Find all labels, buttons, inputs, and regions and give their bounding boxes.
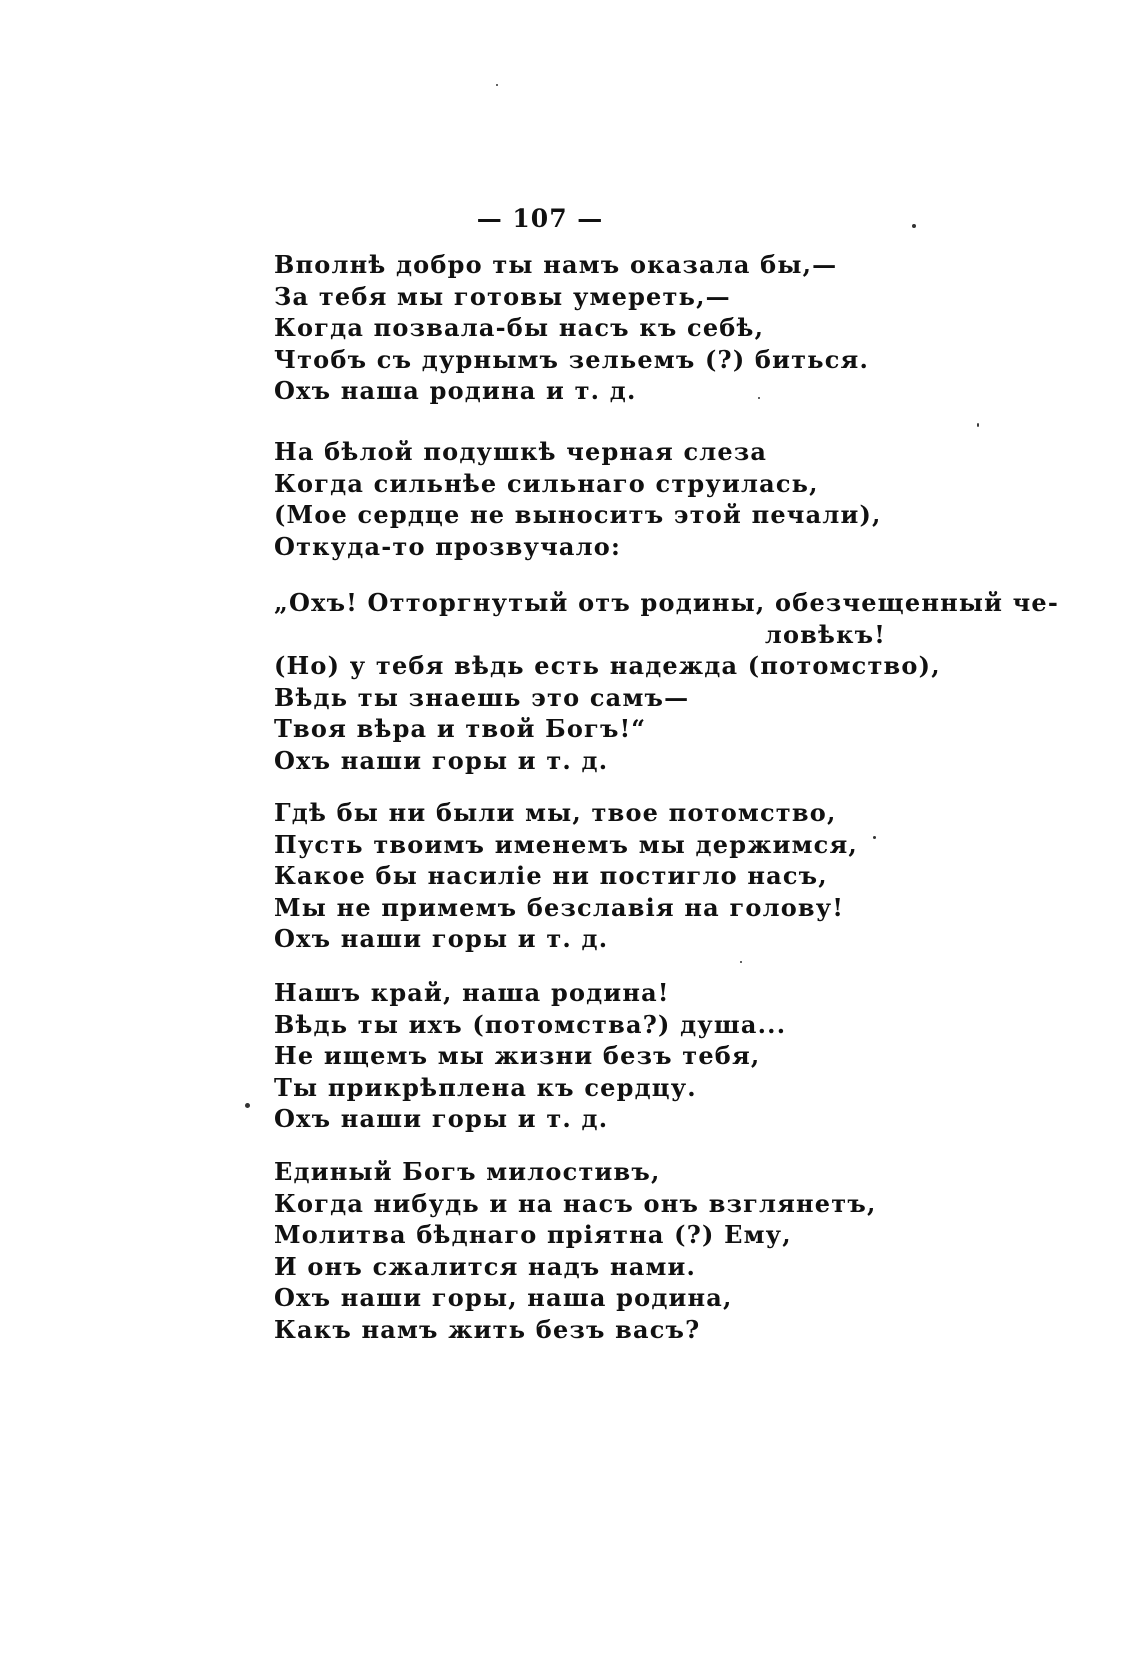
stanza-1: [274, 249, 869, 407]
verse-line: И онъ сжалится надъ нами.: [274, 1251, 697, 1281]
stanza-2: [274, 436, 882, 562]
verse-line: Нашъ край, наша родина!: [274, 978, 670, 1007]
stanza-6: [274, 1156, 877, 1345]
verse-line: Ты прикрѣплена къ сердцу.: [274, 1072, 697, 1102]
verse-line: Гдѣ бы ни были мы, твое потомство,: [274, 798, 837, 827]
scan-speck: [496, 84, 498, 86]
verse-line: Когда нибудь и на насъ онъ взглянетъ,: [274, 1188, 877, 1218]
page-number: — 107 —: [476, 204, 604, 233]
verse-line: Твоя вѣра и твой Богъ!“: [274, 714, 647, 743]
verse-line: Охъ наша родина и т. д.: [274, 376, 637, 405]
verse-line-continuation: ловѣкъ!: [764, 619, 886, 649]
verse-line: Не ищемъ мы жизни безъ тебя,: [274, 1041, 761, 1070]
stanza-3: [274, 587, 1059, 776]
scan-speck: [912, 224, 916, 228]
scan-speck: [740, 961, 742, 963]
verse-line: Охъ наши горы, наша родина,: [274, 1283, 733, 1312]
verse-line: Когда позвала-бы насъ къ себѣ,: [274, 313, 765, 342]
verse-line: (Мое сердце не выноситъ этой печали),: [274, 500, 882, 529]
verse-line: За тебя мы готовы умереть,—: [274, 281, 731, 311]
verse-line: Откуда-то прозвучало:: [274, 531, 622, 561]
verse-line: Чтобъ съ дурнымъ зельемъ (?) биться.: [274, 344, 870, 374]
verse-line: Вѣдь ты знаешь это самъ—: [274, 682, 690, 712]
verse-line: На бѣлой подушкѣ черная слеза: [274, 437, 768, 466]
verse-line: Охъ наши горы и т. д.: [274, 745, 609, 775]
stanza-4: [274, 797, 858, 955]
verse-line: Когда сильнѣе сильнаго струилась,: [274, 468, 819, 498]
scan-speck: [758, 397, 760, 399]
verse-line: Вполнѣ добро ты намъ оказала бы,—: [274, 250, 838, 279]
verse-line: Вѣдь ты ихъ (потомства?) душа...: [274, 1009, 787, 1039]
verse-line: Пусть твоимъ именемъ мы держимся,: [274, 829, 858, 859]
verse-line: Мы не примемъ безславія на голову!: [274, 892, 845, 922]
verse-line: Какое бы насиліе ни постигло насъ,: [274, 861, 828, 890]
verse-line: Молитва бѣднаго пріятна (?) Ему,: [274, 1220, 792, 1249]
verse-line: Какъ намъ жить безъ васъ?: [274, 1314, 701, 1344]
verse-line: Охъ наши горы и т. д.: [274, 924, 609, 953]
verse-line: Единый Богъ милостивъ,: [274, 1157, 661, 1186]
scan-speck: [873, 836, 876, 839]
verse-line: (Но) у тебя вѣдь есть надежда (потомство),: [274, 651, 941, 680]
scan-speck: [245, 1103, 250, 1108]
scan-speck: [977, 423, 979, 427]
verse-line: Охъ наши горы и т. д.: [274, 1104, 609, 1133]
stanza-5: [274, 977, 786, 1135]
verse-line: „Охъ! Отторгнутый отъ родины, обезчещенный че-: [274, 588, 1060, 617]
